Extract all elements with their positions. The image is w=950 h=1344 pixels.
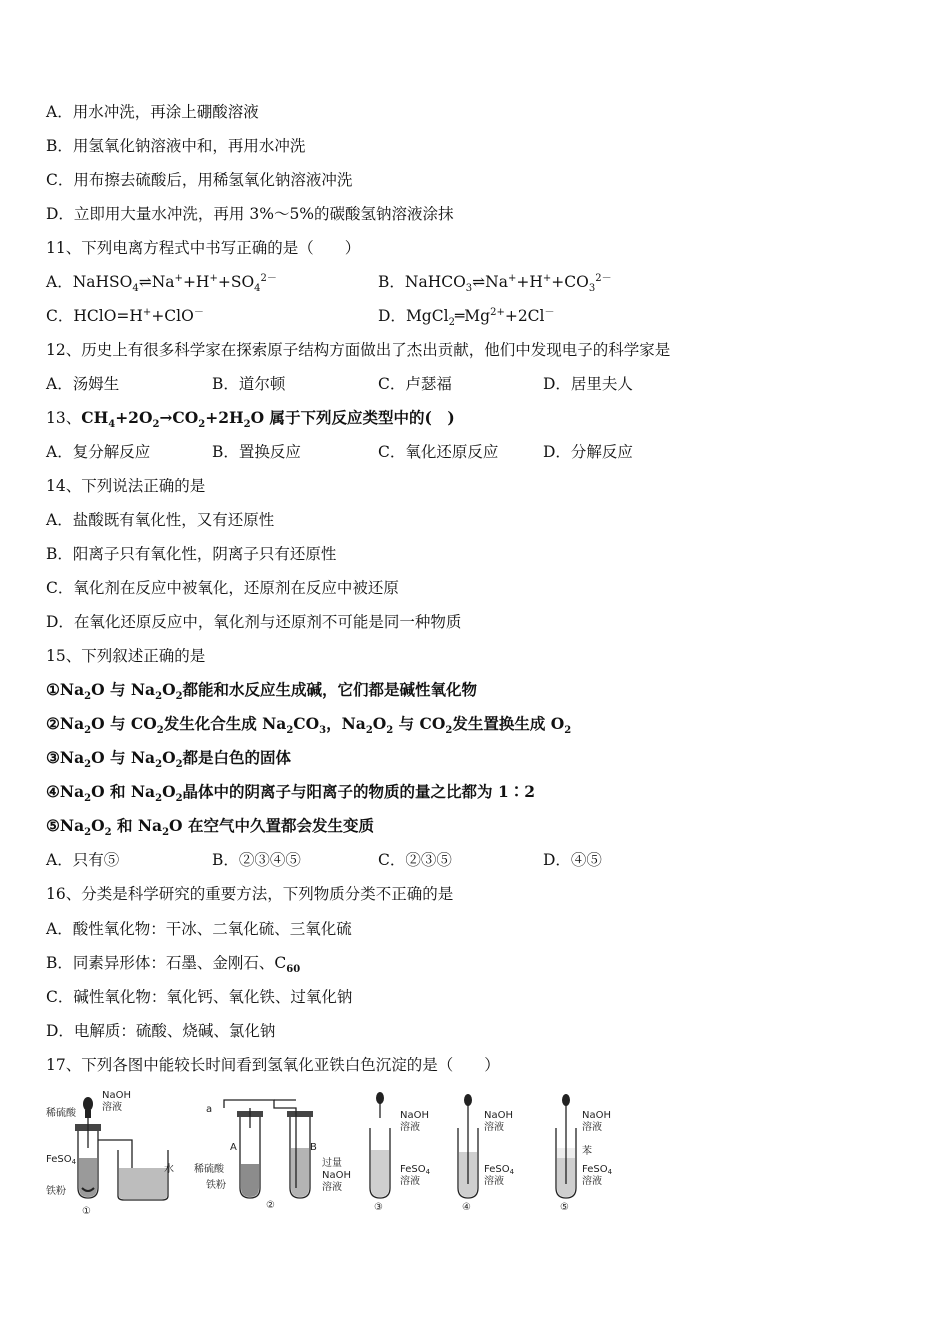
fig4-naoh-label: NaOH bbox=[484, 1110, 513, 1121]
q11-option-b: B．$NaHCO_3\rightleftharpoons Na^++H^++CO_3^{2-}$ bbox=[378, 272, 612, 295]
q10-option-d: D．立即用大量水冲洗，再用 3%～5%的碳酸氢钠溶液涂抹 bbox=[46, 205, 454, 223]
apparatus-1 bbox=[46, 1090, 174, 1217]
q16-option-a: A．酸性氧化物：干冰、二氧化硫、三氧化硫 bbox=[46, 920, 352, 938]
fig2-acid-label: 稀硫酸 bbox=[194, 1164, 224, 1175]
fig4-solution-label: 溶液 bbox=[484, 1122, 504, 1133]
q14-option-b: B．阳离子只有氧化性，阴离子只有还原性 bbox=[46, 545, 337, 563]
fig5-naoh-label: NaOH bbox=[582, 1110, 611, 1121]
fig2-iron-label: 铁粉 bbox=[206, 1180, 226, 1191]
fig1-naoh-label: NaOH bbox=[102, 1090, 131, 1101]
fig5-solution-label: 溶液 bbox=[582, 1122, 602, 1133]
fig3-naoh-label: NaOH bbox=[400, 1110, 429, 1121]
q15-option-d: D．④⑤ bbox=[543, 851, 602, 869]
fig1-solution-label: 溶液 bbox=[102, 1102, 122, 1113]
q15-statement-4: $④Na_2O$ 和 $Na_2O_2$晶体中的阴离子与阳离子的物质的量之比都为 1∶2 bbox=[46, 782, 536, 805]
q16-option-d: D．电解质：硫酸、烧碱、氯化钠 bbox=[46, 1022, 276, 1040]
q10-option-c: C．用布擦去硫酸后，用稀氢氧化钠溶液冲洗 bbox=[46, 171, 353, 189]
fig5-feso4-label: FeSO$_4$ bbox=[582, 1164, 613, 1176]
q12-option-c: C．卢瑟福 bbox=[378, 375, 452, 393]
fig1-number: ① bbox=[82, 1206, 91, 1217]
fig1-acid-label: 稀硫酸 bbox=[46, 1108, 76, 1119]
q15-option-c: C．②③⑤ bbox=[378, 851, 452, 869]
q10-option-b: B．用氢氧化钠溶液中和，再用水冲洗 bbox=[46, 137, 306, 155]
fig2-naoh-label: NaOH bbox=[322, 1170, 351, 1181]
q14-option-d: D．在氧化还原反应中，氧化剂与还原剂不可能是同一种物质 bbox=[46, 613, 462, 631]
q13-option-b: B．置换反应 bbox=[212, 443, 301, 461]
q13-option-a: A．复分解反应 bbox=[46, 443, 151, 461]
fig5-solution2-label: 溶液 bbox=[582, 1176, 602, 1187]
fig3-solution2-label: 溶液 bbox=[400, 1176, 420, 1187]
fig1-feso4-label: FeSO$_4$ bbox=[46, 1154, 77, 1166]
q13-option-c: C．氧化还原反应 bbox=[378, 443, 499, 461]
q15-statement-3: $③Na_2O$ 与 $Na_2O_2$都是白色的固体 bbox=[46, 748, 292, 771]
q15-stem: 15、下列叙述正确的是 bbox=[46, 647, 206, 665]
fig4-number: ④ bbox=[462, 1202, 471, 1213]
fig1-iron-label: 铁粉 bbox=[46, 1186, 66, 1197]
q12-option-d: D．居里夫人 bbox=[543, 375, 633, 393]
fig2-a-label: a bbox=[206, 1104, 213, 1115]
apparatus-5 bbox=[556, 1094, 613, 1213]
q12-option-b: B．道尔顿 bbox=[212, 375, 286, 393]
fig2-excess-label: 过量 bbox=[322, 1158, 342, 1169]
q15-option-b: B．②③④⑤ bbox=[212, 851, 301, 869]
q15-option-a: A．只有⑤ bbox=[46, 851, 120, 869]
q14-stem: 14、下列说法正确的是 bbox=[46, 477, 206, 495]
q11-stem: 11、下列电离方程式中书写正确的是（ ） bbox=[46, 239, 361, 257]
q16-option-c: C．碱性氧化物：氧化钙、氧化铁、过氧化钠 bbox=[46, 988, 353, 1006]
q15-statement-1: $①Na_2O$ 与 $Na_2O_2$都能和水反应生成碱，它们都是碱性氧化物 bbox=[46, 680, 478, 703]
q12-stem: 12、历史上有很多科学家在探索原子结构方面做出了杰出贡献，他们中发现电子的科学家是 bbox=[46, 341, 671, 359]
fig3-solution-label: 溶液 bbox=[400, 1122, 420, 1133]
q12-option-a: A．汤姆生 bbox=[46, 375, 120, 393]
fig2-number: ② bbox=[266, 1200, 275, 1211]
q11-option-c: C．HClO=H++ClO－ bbox=[46, 306, 204, 325]
fig1-water-label: 水 bbox=[164, 1164, 174, 1175]
q11-option-a: A．$NaHSO_4\rightleftharpoons Na^++H^++SO_4^{2-}$ bbox=[46, 272, 277, 295]
fig2-A-label: A bbox=[230, 1142, 237, 1153]
q16-option-b: B．同素异形体：石墨、金刚石、$C_{60}$ bbox=[46, 954, 301, 976]
q15-statement-5: $⑤Na_2O_2$ 和 $Na_2O$ 在空气中久置都会发生变质 bbox=[46, 816, 374, 839]
fig5-benzene-label: 苯 bbox=[582, 1146, 592, 1157]
q17-stem: 17、下列各图中能较长时间看到氢氧化亚铁白色沉淀的是（ ） bbox=[46, 1056, 500, 1074]
q13-option-d: D．分解反应 bbox=[543, 443, 633, 461]
apparatus-3 bbox=[370, 1092, 431, 1213]
fig4-solution2-label: 溶液 bbox=[484, 1176, 504, 1187]
apparatus-2 bbox=[194, 1100, 351, 1211]
apparatus-4 bbox=[458, 1094, 515, 1213]
q10-option-a: A．用水冲洗，再涂上硼酸溶液 bbox=[46, 103, 259, 121]
q15-statement-2: $②Na_2O$ 与 $CO_2$发生化合生成 $Na_2CO_3$，$Na_2O_2$ 与 $CO_2$发生置换生成 $O_2$ bbox=[46, 714, 572, 737]
q11-option-d: D．$MgCl_2═Mg^{2+}+2Cl^-$ bbox=[378, 306, 555, 329]
fig2-B-label: B bbox=[310, 1142, 317, 1153]
fig4-feso4-label: FeSO$_4$ bbox=[484, 1164, 515, 1176]
q14-option-c: C．氧化剂在反应中被氧化，还原剂在反应中被还原 bbox=[46, 579, 399, 597]
fig5-number: ⑤ bbox=[560, 1202, 569, 1213]
q13-stem: 13、$CH_4+2O_2\to CO_2+2H_2O$ 属于下列反应类型中的( ) bbox=[46, 408, 455, 431]
q14-option-a: A．盐酸既有氧化性，又有还原性 bbox=[46, 511, 275, 529]
fig3-feso4-label: FeSO$_4$ bbox=[400, 1164, 431, 1176]
fig2-solution-label: 溶液 bbox=[322, 1182, 342, 1193]
q16-stem: 16、分类是科学研究的重要方法，下列物质分类不正确的是 bbox=[46, 885, 454, 903]
fig3-number: ③ bbox=[374, 1202, 383, 1213]
q17-apparatus-figure bbox=[44, 1088, 624, 1218]
